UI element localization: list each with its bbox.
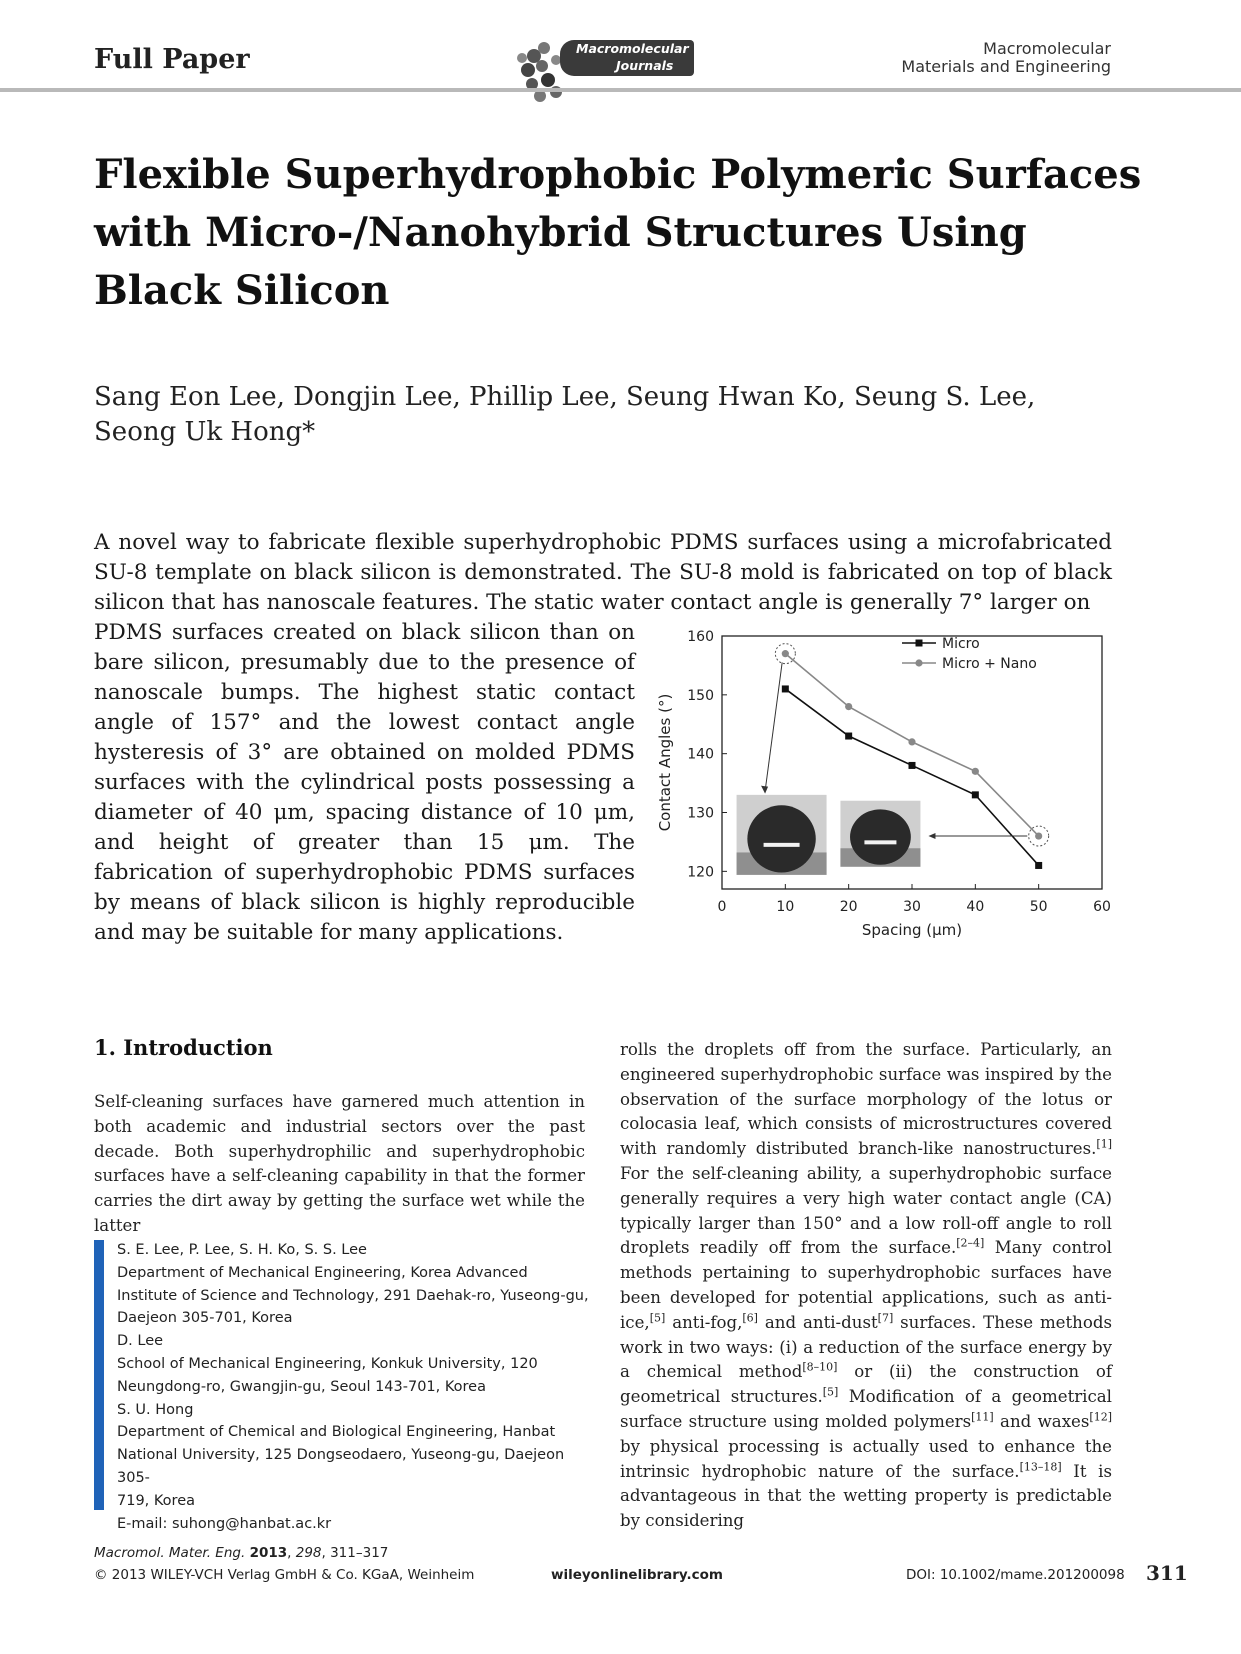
citation-ref: [2–4] xyxy=(956,1236,985,1250)
journal-name-line1: Macromolecular xyxy=(983,39,1111,58)
footer-volume: 298 xyxy=(295,1545,322,1561)
chart-svg xyxy=(648,622,1118,982)
y-axis-label: Contact Angles (°) xyxy=(656,693,674,832)
citation-ref: [5] xyxy=(822,1385,839,1399)
journal-logo xyxy=(512,34,694,106)
data-point xyxy=(909,762,916,769)
data-point xyxy=(1035,862,1042,869)
intro-text-segment: by physical processing is actually used to enhance the intrinsic hydrophobic nature of the surface. xyxy=(620,1436,1112,1481)
intro-text-segment: anti-fog, xyxy=(665,1312,743,1332)
x-tick-label: 30 xyxy=(903,899,921,915)
y-tick-label: 130 xyxy=(687,805,714,822)
intro-text-segment: For the self-cleaning ability, a superhydrophobic surface generally requires a very high water contact angle (CA) typically larger than 150° and a low roll-off angle to roll droplets readily off from the surface. xyxy=(620,1163,1112,1258)
affiliation-email: E-mail: suhong@hanbat.ac.kr xyxy=(117,1515,332,1532)
citation-ref: [11] xyxy=(971,1410,994,1424)
data-point xyxy=(845,733,852,740)
droplet-photo-left-drop xyxy=(747,805,815,872)
affiliation-line: Department of Mechanical Engineering, Korea Advanced xyxy=(117,1264,528,1281)
citation-ref: [13–18] xyxy=(1019,1460,1062,1474)
intro-text-segment: and waxes xyxy=(993,1411,1090,1431)
intro-text-segment: It is advantageous in that the wetting property is predictable by considering xyxy=(620,1461,1112,1531)
abstract-part1: A novel way to fabricate flexible superhydrophobic PDMS surfaces using a microfabricated SU-8 template on black silicon is demonstrated. The SU-8 mold is fabricated on top of black silicon that has nanoscale features. The static water contact angle is generally 7° larger on xyxy=(94,530,1112,615)
intro-text-segment: or (ii) the construction of geometrical structures. xyxy=(620,1362,1112,1407)
paper-title: Flexible Superhydrophobic Polymeric Surfaces with Micro-/Nanohybrid Structures Using Black Silicon xyxy=(94,151,1142,314)
section-label: Full Paper xyxy=(94,44,250,75)
x-tick-label: 60 xyxy=(1093,899,1111,915)
intro-text-segment: rolls the droplets off from the surface. Particularly, an engineered superhydrophobic surface was inspired by the observation of the surface morphology of the lotus or colocasia leaf, which consists of microstructures covered with randomly distributed branch-like nanostructures. xyxy=(620,1040,1112,1159)
citation-ref: [5] xyxy=(649,1311,666,1325)
droplet-photo-left-highlight xyxy=(764,843,800,847)
data-point xyxy=(908,738,915,745)
authors-line2: Seong Uk Hong* xyxy=(94,417,316,447)
footer-journal-abbrev: Macromol. Mater. Eng. xyxy=(94,1545,246,1561)
data-point xyxy=(972,768,979,775)
arrow-to-left-photo xyxy=(765,662,782,791)
section-heading-introduction: 1. Introduction xyxy=(94,1035,273,1060)
data-point xyxy=(972,791,979,798)
footer-doi[interactable]: DOI: 10.1002/mame.201200098 xyxy=(906,1567,1125,1583)
header-rule xyxy=(0,88,1241,92)
citation-ref: [1] xyxy=(1096,1137,1112,1151)
droplet-photo-right-highlight xyxy=(864,840,896,844)
x-axis-label: Spacing (μm) xyxy=(861,921,963,939)
droplet-photo-right-drop xyxy=(850,809,911,864)
footer-citation: Macromol. Mater. Eng. 2013, 298, 311–317 xyxy=(94,1545,389,1561)
y-tick-label: 140 xyxy=(687,746,714,763)
intro-text-segment: surfaces. These methods work in two ways: (i) a reduction of the surface energy by a chemical method xyxy=(620,1312,1112,1382)
affiliation-box xyxy=(117,1239,597,1535)
affiliation-line: Daejeon 305-701, Korea xyxy=(117,1310,293,1327)
citation-ref: [12] xyxy=(1089,1410,1112,1424)
footer-year: 2013 xyxy=(249,1545,288,1561)
footer-copyright: © 2013 WILEY-VCH Verlag GmbH & Co. KGaA, Weinheim xyxy=(94,1567,475,1583)
x-tick-label: 40 xyxy=(966,899,985,915)
affiliation-line: S. E. Lee, P. Lee, S. H. Ko, S. S. Lee xyxy=(117,1242,367,1258)
y-tick-label: 160 xyxy=(687,629,714,645)
legend-label: Micro xyxy=(942,636,980,652)
data-point xyxy=(1035,832,1042,839)
logo-text-macromolecular: Macromolecular xyxy=(576,41,689,56)
data-point xyxy=(782,685,789,692)
footer-url[interactable]: wileyonlinelibrary.com xyxy=(551,1567,723,1583)
affiliation-line: School of Mechanical Engineering, Konkuk University, 120 xyxy=(117,1355,538,1372)
x-tick-label: 0 xyxy=(717,899,727,915)
affiliation-line: Neungdong-ro, Gwangjin-gu, Seoul 143-701, Korea xyxy=(117,1378,486,1395)
x-tick-label: 50 xyxy=(1029,899,1048,915)
affiliation-line: D. Lee xyxy=(117,1333,164,1350)
citation-ref: [8–10] xyxy=(802,1360,838,1374)
affiliation-line: S. U. Hong xyxy=(117,1401,194,1418)
authors-line1: Sang Eon Lee, Dongjin Lee, Phillip Lee, Seung Hwan Ko, Seung S. Lee, xyxy=(94,382,1036,412)
author-list xyxy=(94,380,1094,450)
intro-column2-text xyxy=(620,1038,1112,1534)
x-tick-label: 20 xyxy=(839,899,858,915)
citation-ref: [6] xyxy=(742,1311,758,1325)
x-tick-label: 10 xyxy=(776,899,795,915)
arrow-head xyxy=(761,786,768,794)
abstract-part2: PDMS surfaces created on black silicon than on bare silicon, presumably due to the presence of nanoscale bumps. The highest static contact angle of 157° and the lowest contact angle hysteresis of 3° are obtained on molded PDMS surfaces with the cylindrical posts possessing a diameter of 40 μm, spacing distance of 10 μm, and height of greater than 15 μm. The fabrication of superhydrophobic PDMS surfaces by means of black silicon is highly reproducible and may be suitable for many applications. xyxy=(94,620,635,945)
journal-name xyxy=(901,40,1111,76)
affiliation-line: National University, 125 Dongseodaero, Yuseong-gu, Daejeon 305- xyxy=(117,1447,565,1486)
logo-text-journals: Journals xyxy=(616,58,674,73)
page-number: 311 xyxy=(1146,1561,1188,1585)
data-point xyxy=(782,650,789,657)
intro-text-segment: Many control methods pertaining to superhydrophobic surfaces have been developed for potential applications, such as anti-ice, xyxy=(620,1238,1112,1332)
data-point xyxy=(845,703,852,710)
intro-text-segment: and anti-dust xyxy=(757,1312,878,1332)
arrow-head xyxy=(928,833,935,839)
affiliation-accent-bar xyxy=(94,1240,104,1510)
affiliation-line: Department of Chemical and Biological Engineering, Hanbat xyxy=(117,1424,556,1441)
y-tick-label: 150 xyxy=(687,687,714,704)
y-tick-label: 120 xyxy=(687,864,714,881)
footer-pages: , 311–317 xyxy=(321,1545,389,1561)
legend-marker xyxy=(915,659,922,666)
contact-angle-chart xyxy=(648,622,1118,982)
legend-marker xyxy=(916,640,923,647)
citation-ref: [7] xyxy=(877,1311,894,1325)
affiliation-line: Institute of Science and Technology, 291 Daehak-ro, Yuseong-gu, xyxy=(117,1287,589,1304)
journal-name-line2: Materials and Engineering xyxy=(901,57,1111,76)
intro-text-segment: Modification of a geometrical surface structure using molded polymers xyxy=(620,1387,1112,1431)
affiliation-line: 719, Korea xyxy=(117,1492,196,1509)
intro-column1-text: Self-cleaning surfaces have garnered much attention in both academic and industrial sectors over the past decade. Both superhydrophilic and superhydrophobic surfaces have a self-cleaning capability in that the former carries the dirt away by getting the surface wet while the latter xyxy=(94,1092,585,1235)
legend-label: Micro + Nano xyxy=(942,656,1037,672)
